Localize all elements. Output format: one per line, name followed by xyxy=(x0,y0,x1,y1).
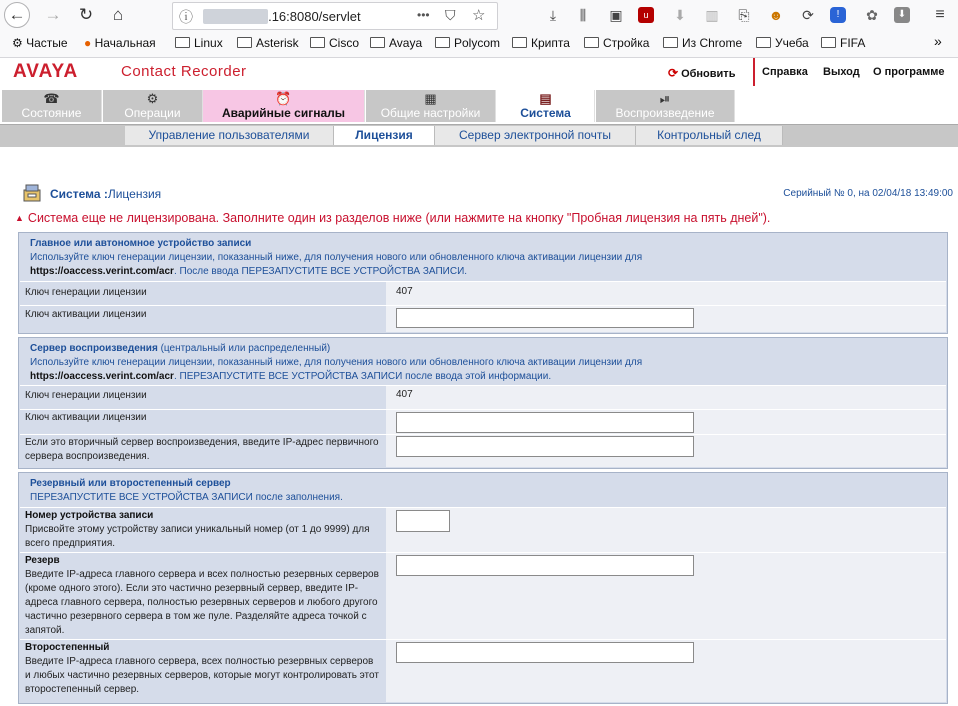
downloads-icon[interactable]: ⤓ xyxy=(549,7,557,23)
folder-icon xyxy=(821,37,836,48)
bookmark-label: Cisco xyxy=(329,36,360,50)
gen-key-label: Ключ генерации лицензии xyxy=(25,390,147,401)
license-warning xyxy=(15,211,770,225)
tab-operations[interactable] xyxy=(103,90,203,122)
operations-icon: ⚙ xyxy=(146,91,159,106)
refresh-label: Обновить xyxy=(681,68,736,80)
row-label-cell xyxy=(20,282,386,306)
main-tabs xyxy=(0,88,958,124)
subtab-license[interactable]: Лицензия xyxy=(334,126,435,145)
forward-arrow-icon[interactable]: → xyxy=(44,5,62,24)
tab-alarms[interactable] xyxy=(203,90,365,122)
bookmark-label: Из Chrome xyxy=(682,36,743,50)
tab-label: Аварийные сигналы xyxy=(222,106,345,120)
act-key-label: Ключ активации лицензии xyxy=(25,412,147,423)
row-label-cell xyxy=(20,640,386,702)
help-link[interactable]: Справка xyxy=(762,66,808,78)
browser-toolbar xyxy=(0,0,958,32)
subtabs xyxy=(0,124,958,147)
bookmark-item[interactable] xyxy=(175,36,223,50)
chevron-right-icon[interactable]: » xyxy=(934,33,942,49)
activation-link[interactable]: https://oaccess.verint.com/acr xyxy=(30,371,174,382)
reload-icon[interactable]: ↻ xyxy=(78,5,94,24)
app-title: Contact Recorder xyxy=(121,63,247,80)
download-helper-icon[interactable]: ⬇ xyxy=(674,7,686,23)
subtab-user-management[interactable]: Управление пользователями xyxy=(125,126,334,145)
monkey-icon[interactable]: ☻ xyxy=(768,7,784,23)
info-icon[interactable]: ⓘ xyxy=(179,9,193,25)
menu-icon[interactable]: ≡ xyxy=(935,6,945,23)
serial-info: Серийный № 0, на 02/04/18 13:49:00 xyxy=(783,188,953,199)
folder-icon xyxy=(370,37,385,48)
primary-server-ip-input[interactable] xyxy=(396,436,694,457)
recorder-number-desc: Присвойте этому устройству записи уникальный номер (от 1 до 9999) для всего предприятия. xyxy=(25,524,370,549)
section-heading: Резервный или второстепенный сервер xyxy=(30,478,231,489)
section-heading-rest: (центральный или распределенный) xyxy=(157,343,331,354)
gen-key-row xyxy=(20,281,946,306)
bookmark-label: Polycom xyxy=(454,36,501,50)
cabinet-icon xyxy=(22,184,42,202)
gen-key-row xyxy=(20,385,946,410)
tab-system[interactable] xyxy=(497,90,595,122)
library-icon[interactable]: ⫼ xyxy=(579,7,587,23)
bookmark-label: Частые xyxy=(26,36,68,50)
logout-link[interactable]: Выход xyxy=(823,66,860,78)
header-separator xyxy=(753,58,755,86)
warning-text: Система еще не лицензирована. Заполните один из разделов ниже (или нажмите на кнопку "Пробная лицензия на пять дней"). xyxy=(27,211,771,225)
bookmark-item[interactable] xyxy=(512,36,570,50)
avaya-logo: AVAYA xyxy=(13,61,79,82)
gen-key-value: 407 xyxy=(396,389,413,400)
row-label-cell xyxy=(20,410,386,435)
recorder-number-title: Номер устройства записи xyxy=(25,510,154,521)
tab-status[interactable] xyxy=(2,90,102,122)
section-heading xyxy=(30,343,330,354)
secondary-row xyxy=(20,639,946,702)
subtab-email-server[interactable]: Сервер электронной почты xyxy=(435,126,636,145)
bookmark-item[interactable] xyxy=(370,36,422,50)
bookmark-label: Asterisk xyxy=(256,36,299,50)
back-arrow-icon[interactable]: ← xyxy=(4,2,30,28)
backup-servers-input[interactable] xyxy=(396,555,694,576)
pocket-icon[interactable]: ⛉ xyxy=(445,7,456,23)
folder-icon xyxy=(435,37,450,48)
bookmark-label: FIFA xyxy=(840,36,866,50)
recorder-number-row xyxy=(20,507,946,553)
sidebar-icon[interactable]: ▣ xyxy=(609,7,623,23)
section-heading: Главное или автономное устройство записи xyxy=(30,238,252,249)
section-main-recorder xyxy=(18,232,948,334)
folder-icon xyxy=(310,37,325,48)
secondary-title: Второстепенный xyxy=(25,642,110,653)
activation-key-input[interactable] xyxy=(396,412,694,433)
home-icon[interactable]: ⌂ xyxy=(112,5,124,24)
bookmark-item[interactable] xyxy=(663,36,742,50)
backup-desc: Введите IP-адреса главного сервера и всех полностью резервных серверов (кроме одного этого). Если это частично резервный сервер, введите IP-адреса главного сервера, полностью резервных серверов и любого другого частично резервного сервера в том же пуле. Разделяйте адреса точкой с запятой. xyxy=(25,569,379,636)
tab-label: Система xyxy=(520,106,571,120)
backup-row xyxy=(20,552,946,640)
row-label-cell xyxy=(20,435,386,467)
extension-grey-icon[interactable]: ✿ xyxy=(866,7,878,23)
act-key-label: Ключ активации лицензии xyxy=(25,309,147,320)
ublock-icon[interactable]: u xyxy=(638,7,654,23)
download-box-icon[interactable]: ⬇ xyxy=(894,7,910,23)
folder-icon xyxy=(237,37,252,48)
app-header xyxy=(0,58,958,89)
row-label-cell xyxy=(20,386,386,410)
act-key-row xyxy=(20,409,946,435)
reader-icon[interactable]: ▥ xyxy=(705,7,719,23)
url-path: .16:8080/servlet xyxy=(268,9,361,24)
warning-icon: ▲ xyxy=(15,213,24,223)
backup-title: Резерв xyxy=(25,555,60,566)
tab-label: Состояние xyxy=(21,106,82,120)
primary-ip-row xyxy=(20,434,946,467)
settings-icon: ▦ xyxy=(424,91,437,106)
page-actions-icon[interactable]: ••• xyxy=(417,8,430,22)
playback-icon: ⏯ xyxy=(659,91,671,106)
bookmark-label: Крипта xyxy=(531,36,570,50)
bookmark-label: Учеба xyxy=(775,36,809,50)
gear-icon: ⚙ xyxy=(12,36,23,50)
page-title xyxy=(50,187,161,201)
bookmark-label: Стройка xyxy=(603,36,650,50)
page-title-section: Система : xyxy=(50,187,108,201)
subtab-audit-trail[interactable]: Контрольный след xyxy=(636,126,783,145)
row-label-cell xyxy=(20,508,386,553)
page-title-page: Лицензия xyxy=(107,187,162,201)
section-heading-bold: Сервер воспроизведения xyxy=(30,343,158,354)
row-label-cell xyxy=(20,306,386,332)
gen-key-label: Ключ генерации лицензии xyxy=(25,287,147,298)
row-label-cell xyxy=(20,553,386,640)
url-text xyxy=(203,9,361,24)
act-key-row xyxy=(20,305,946,332)
system-icon: ▤ xyxy=(539,91,552,106)
alarm-clock-icon: ⏰ xyxy=(275,91,292,106)
bookmark-item[interactable] xyxy=(237,36,299,50)
bookmark-item[interactable] xyxy=(756,36,809,50)
url-host-hidden xyxy=(203,9,268,24)
section-replay-server xyxy=(18,337,948,469)
tab-label: Общие настройки xyxy=(380,106,481,120)
bookmark-star-icon[interactable]: ☆ xyxy=(472,7,486,24)
tab-label: Операции xyxy=(124,106,181,120)
folder-icon xyxy=(756,37,771,48)
bookmark-label: Linux xyxy=(194,36,223,50)
bookmark-item[interactable] xyxy=(310,36,359,50)
description-text: Используйте ключ генерации лицензии, показанный ниже, для получения нового или обновленного ключа активации лицензии для xyxy=(30,357,643,368)
bookmark-label: Начальная xyxy=(94,36,156,50)
extension-blue-icon[interactable]: ! xyxy=(830,7,846,23)
firefox-icon: ● xyxy=(84,36,92,50)
refresh-button[interactable] xyxy=(668,66,735,80)
bookmark-item[interactable] xyxy=(435,36,500,50)
recorder-number-input[interactable] xyxy=(396,510,450,532)
bookmark-item[interactable] xyxy=(584,36,649,50)
tab-label: Воспроизведение xyxy=(615,106,715,120)
url-bar[interactable] xyxy=(172,2,498,30)
tab-playback[interactable] xyxy=(596,90,735,122)
folder-icon xyxy=(584,37,599,48)
bookmarks-bar xyxy=(0,31,958,58)
primary-ip-label: Если это вторичный сервер воспроизведения, введите IP-адрес первичного сервера воспроизведения. xyxy=(25,437,379,462)
about-link[interactable]: О программе xyxy=(873,66,945,78)
section-description xyxy=(30,356,930,384)
section-description: ПЕРЕЗАПУСТИТЕ ВСЕ УСТРОЙСТВА ЗАПИСИ после заполнения. xyxy=(30,492,343,503)
folder-icon xyxy=(663,37,678,48)
description-text: . После ввода ПЕРЕЗАПУСТИТЕ ВСЕ УСТРОЙСТВА ЗАПИСИ. xyxy=(173,266,468,277)
secondary-desc: Введите IP-адреса главного сервера, всех полностью резервных серверов и любых частично резервных серверов, которые могут контролировать этот второстепенный сервер. xyxy=(25,656,379,695)
section-standby-server xyxy=(18,472,948,704)
section-description xyxy=(30,251,930,279)
folder-icon xyxy=(175,37,190,48)
activation-key-input[interactable] xyxy=(396,308,694,328)
secondary-servers-input[interactable] xyxy=(396,642,694,663)
description-text: . ПЕРЕЗАПУСТИТЕ ВСЕ УСТРОЙСТВА ЗАПИСИ после ввода этой информации. xyxy=(173,371,552,382)
bookmark-label: Avaya xyxy=(389,36,423,50)
bookmark-item[interactable] xyxy=(821,36,865,50)
activation-link[interactable]: https://oaccess.verint.com/acr xyxy=(30,266,174,277)
gen-key-value: 407 xyxy=(396,286,413,297)
folder-icon xyxy=(512,37,527,48)
clipboard-icon[interactable]: ⎘ xyxy=(738,7,750,23)
description-text: Используйте ключ генерации лицензии, показанный ниже, для получения нового или обновленного ключа активации лицензии для xyxy=(30,252,643,263)
tab-general-settings[interactable] xyxy=(366,90,496,122)
refresh-icon: ⟳ xyxy=(668,66,679,80)
page-title-row xyxy=(0,182,958,204)
sync-icon[interactable]: ⟳ xyxy=(802,7,814,23)
bookmark-item[interactable] xyxy=(84,36,156,50)
bookmark-item[interactable] xyxy=(12,36,68,50)
status-icon: ☎ xyxy=(43,91,60,106)
